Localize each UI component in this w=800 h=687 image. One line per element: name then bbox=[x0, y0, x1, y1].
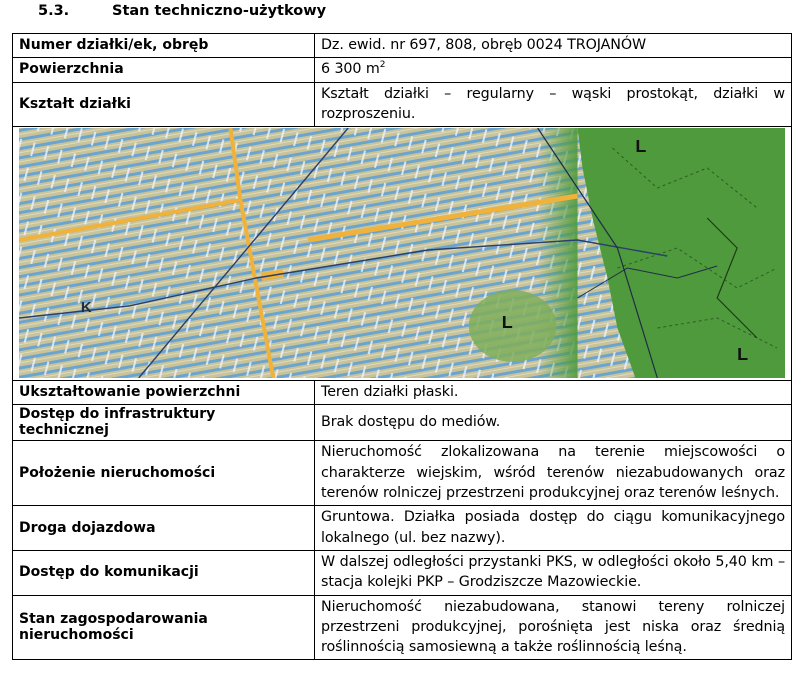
row-label: Położenie nieruchomości bbox=[13, 441, 315, 506]
table-row bbox=[13, 506, 792, 551]
table-row bbox=[13, 550, 792, 595]
map-label-k: K bbox=[80, 299, 92, 317]
table-row bbox=[13, 381, 792, 405]
table-row bbox=[13, 82, 792, 127]
map-cell bbox=[13, 127, 792, 381]
area-value: 6 300 m bbox=[321, 61, 380, 78]
map-label-forest: L bbox=[635, 136, 647, 157]
cadastral-map bbox=[19, 128, 785, 378]
row-value: Nieruchomość niezabudowana, stanowi tereny rolniczej przestrzeni produkcyjnej, porośnięta jest niska oraz średnią roślinnością samosiewną a także roślinnością leśną. bbox=[315, 595, 792, 660]
map-label-forest: L bbox=[737, 344, 749, 365]
row-value: Dz. ewid. nr 697, 808, obręb 0024 TROJANÓW bbox=[315, 34, 792, 58]
row-label: Stan zagospodarowania nieruchomości bbox=[13, 595, 315, 660]
section-title: Stan techniczno-użytkowy bbox=[112, 3, 327, 19]
table-row bbox=[13, 441, 792, 506]
row-label: Numer działki/ek, obręb bbox=[13, 34, 315, 58]
row-value: W dalszej odległości przystanki PKS, w odległości około 5,40 km – stacja kolejki PKP – Grodziszcze Mazowieckie. bbox=[315, 550, 792, 595]
row-value: Nieruchomość zlokalizowana na terenie miejscowości o charakterze wiejskim, wśród terenów niezabudowanych oraz terenów rolniczej przestrzeni produkcyjnej oraz terenów leśnych. bbox=[315, 441, 792, 506]
map-row bbox=[13, 127, 792, 381]
table-row bbox=[13, 34, 792, 58]
row-value: Kształt działki – regularny – wąski prostokąt, działki w rozproszeniu. bbox=[315, 82, 792, 127]
row-value: Gruntowa. Działka posiada dostęp do ciągu komunikacyjnego lokalnego (ul. bez nazwy). bbox=[315, 506, 792, 551]
table-row bbox=[13, 405, 792, 441]
row-value: Teren działki płaski. bbox=[315, 381, 792, 405]
row-label: Powierzchnia bbox=[13, 58, 315, 82]
table-row bbox=[13, 58, 792, 82]
row-label: Ukształtowanie powierzchni bbox=[13, 381, 315, 405]
row-label: Dostęp do infrastruktury technicznej bbox=[13, 405, 315, 441]
row-label: Dostęp do komunikacji bbox=[13, 550, 315, 595]
section-number: 5.3. bbox=[38, 3, 70, 19]
section-heading bbox=[38, 0, 326, 22]
row-value bbox=[315, 58, 792, 82]
row-label: Droga dojazdowa bbox=[13, 506, 315, 551]
row-value: Brak dostępu do mediów. bbox=[315, 405, 792, 441]
area-unit-exponent: 2 bbox=[379, 60, 386, 71]
map-label-forest: L bbox=[501, 312, 513, 333]
table-row bbox=[13, 595, 792, 660]
row-label: Kształt działki bbox=[13, 82, 315, 127]
forest-clearing bbox=[469, 290, 557, 362]
property-table bbox=[12, 33, 792, 660]
